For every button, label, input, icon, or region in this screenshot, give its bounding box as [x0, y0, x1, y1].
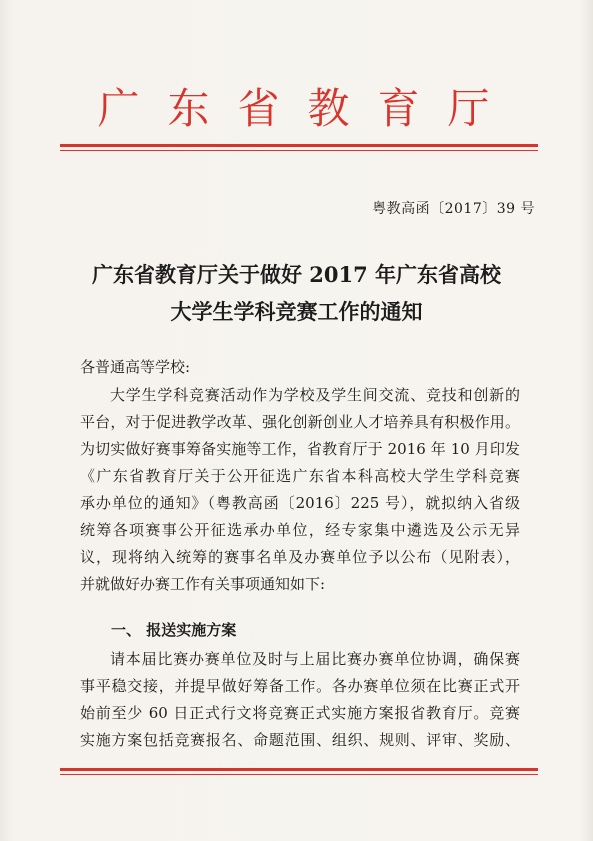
document-title-line-1: 广东省教育厅关于做好 2017 年广东省高校: [91, 262, 502, 287]
paragraph-line: 平台，对于促进教学改革、强化创新创业人才培养具有积极作用。: [80, 413, 520, 431]
paragraph-line: 为切实做好赛事筹备实施等工作，省教育厅于 2016 年 10 月印发: [80, 440, 520, 458]
paragraph-line: 事平稳交接，并提早做好筹备工作。各办赛单位须在比赛正式开: [80, 677, 520, 695]
paragraph-line: 统筹各项赛事公开征选承办单位，经专家集中遴选及公示无异: [80, 521, 520, 539]
footer-rule-thick: [60, 768, 538, 771]
paragraph-intro: [80, 382, 520, 598]
paragraph-line: 实施方案包括竞赛报名、命题范围、组织、规则、评审、奖励、: [80, 731, 520, 749]
section-heading-1: 一、 报送实施方案: [111, 621, 237, 639]
letterhead-rule-thin: [60, 150, 538, 151]
paragraph-line: 并就做好办赛工作有关事项通知如下:: [80, 575, 326, 593]
document-title-line-2: 大学生学科竞赛工作的通知: [170, 299, 423, 324]
letterhead-title: 广东省教育厅: [97, 84, 518, 133]
paragraph-line: 始前至少 60 日正式行文将竞赛正式实施方案报省教育厅。竞赛: [80, 704, 520, 722]
paragraph-line: 请本届比赛办赛单位及时与上届比赛办赛单位协调，确保赛: [110, 650, 520, 668]
footer-rule-thin: [60, 774, 538, 775]
salutation: 各普通高等学校:: [80, 358, 191, 376]
paragraph-line: 承办单位的通知》（粤教高函〔2016〕225 号），就拟纳入省级: [80, 494, 520, 512]
paragraph-line: 大学生学科竞赛活动作为学校及学生间交流、竞技和创新的: [110, 386, 520, 404]
letterhead-rule-thick: [60, 144, 538, 147]
paragraph-line: 《广东省教育厅关于公开征选广东省本科高校大学生学科竞赛: [80, 467, 520, 485]
document-number: 粤教高函〔2017〕39 号: [372, 201, 535, 217]
paragraph-line: 议，现将纳入统筹的赛事名单及办赛单位予以公布（见附表），: [80, 548, 520, 566]
paragraph-section-1: [80, 646, 520, 754]
